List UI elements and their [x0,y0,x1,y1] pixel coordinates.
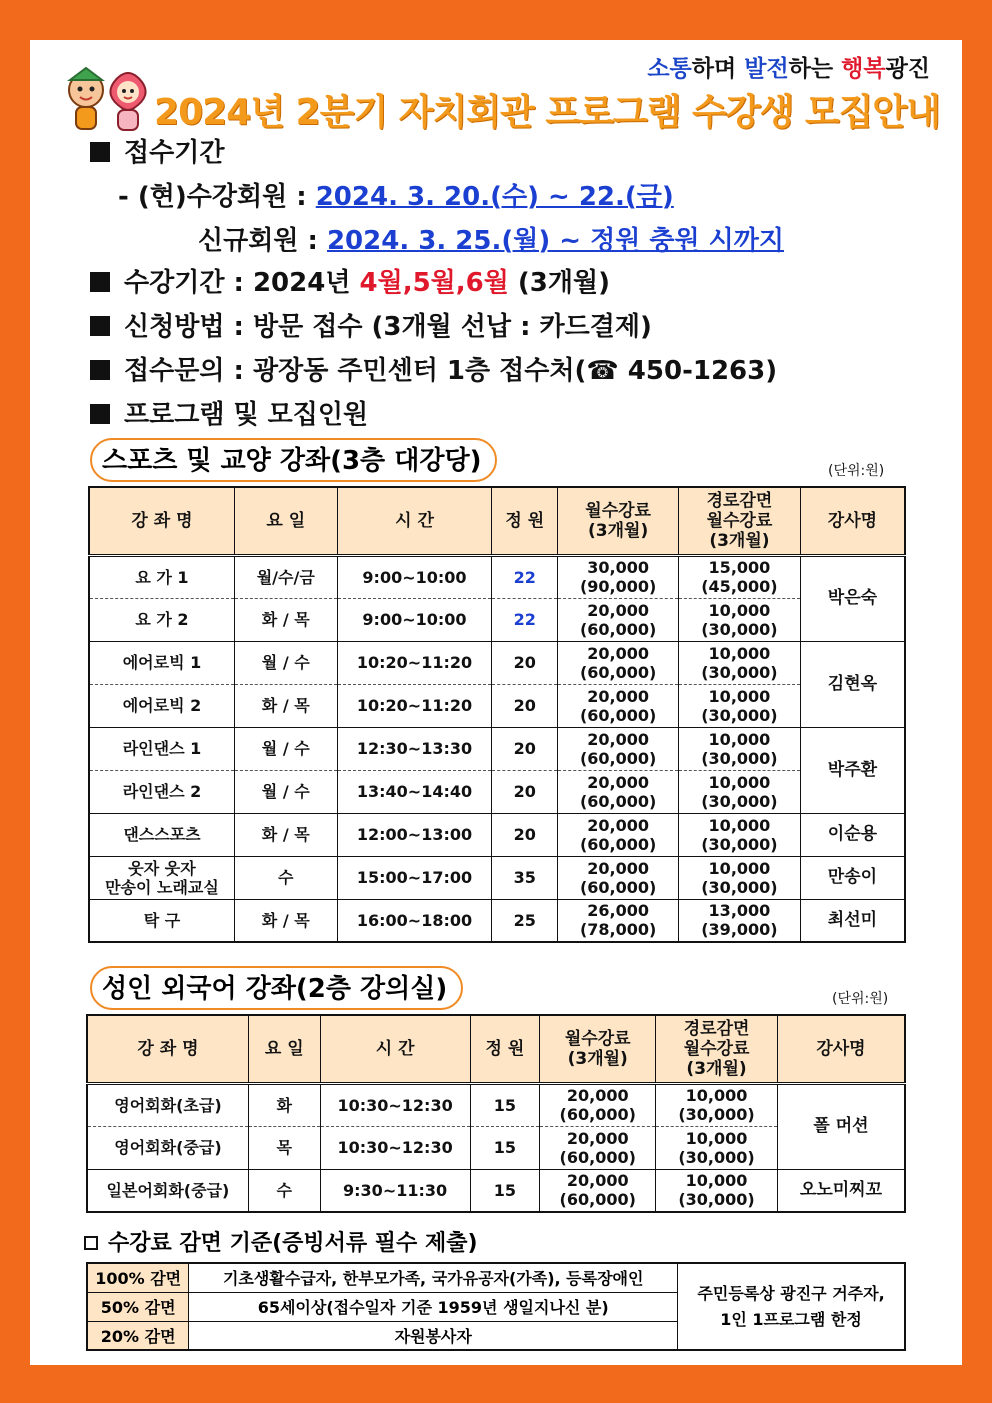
table-row [87,1169,905,1212]
discount-label: 100% 감면 [87,1263,189,1292]
course-fee: 20,000 (60,000) [558,856,679,899]
discount-desc: 65세이상(접수일자 기준 1959년 생일지나신 분) [189,1292,678,1321]
course-capacity: 15 [470,1169,540,1212]
course-senior-fee: 15,000 (45,000) [679,555,801,598]
new-member-date: 2024. 3. 25.(월) ~ 정원 충원 시까지 [326,226,785,256]
course-senior-fee: 10,000 (30,000) [679,727,801,770]
table-row [89,770,905,813]
course-time: 10:30~12:30 [320,1126,470,1169]
course-senior-fee: 10,000 (30,000) [679,813,801,856]
course-name: 요 가 1 [89,555,234,598]
course-capacity: 20 [492,813,558,856]
table-row [89,555,905,598]
column-header: 정 원 [470,1015,540,1083]
column-header: 요 일 [234,487,337,555]
column-header: 월수강료 (3개월) [558,487,679,555]
course-senior-fee: 13,000 (39,000) [679,899,801,942]
course-day: 월/수/금 [234,555,337,598]
current-member-date: 2024. 3. 20.(수) ~ 22.(금) [315,182,674,212]
language-program-table [86,1014,906,1213]
course-capacity: 15 [470,1126,540,1169]
discount-desc: 자원봉사자 [189,1321,678,1350]
course-day: 월 / 수 [234,641,337,684]
inquiry: 접수문의 : 광장동 주민센터 1층 접수처(☎ 450-1263) [90,350,777,387]
course-name: 에어로빅 2 [89,684,234,727]
course-capacity: 22 [492,555,558,598]
unit-label: (단위:원) [832,991,889,1007]
language-section-title: 성인 외국어 강좌(2층 강의실) [90,966,463,1010]
course-capacity: 20 [492,684,558,727]
course-name: 라인댄스 2 [89,770,234,813]
column-header: 경로감면 월수강료 (3개월) [656,1015,778,1083]
page-title: 2024년 2분기 자치회관 프로그램 수강생 모집안내 [154,92,940,133]
column-header: 시 간 [320,1015,470,1083]
column-header: 월수강료 (3개월) [540,1015,656,1083]
instructor-name: 오노미찌꼬 [777,1169,905,1212]
course-time: 16:00~18:00 [337,899,492,942]
column-header: 강 좌 명 [87,1015,248,1083]
column-header: 강사명 [777,1015,905,1083]
reception-heading: 접수기간 [90,132,224,169]
course-time: 10:20~11:20 [337,684,492,727]
course-capacity: 35 [492,856,558,899]
sports-section-title: 스포츠 및 교양 강좌(3층 대강당) [90,438,497,482]
course-time: 9:00~10:00 [337,598,492,641]
course-fee: 20,000 (60,000) [540,1169,656,1212]
instructor-name: 김현옥 [800,641,905,727]
course-time: 9:30~11:30 [320,1169,470,1212]
course-capacity: 20 [492,641,558,684]
reception-current: - (현)수강회원 : 2024. 3. 20.(수) ~ 22.(금) [118,182,674,212]
course-fee: 20,000 (60,000) [558,770,679,813]
course-senior-fee: 10,000 (30,000) [679,598,801,641]
course-day: 수 [248,1169,320,1212]
instructor-name: 폴 머션 [777,1083,905,1169]
course-fee: 20,000 (60,000) [558,684,679,727]
square-bullet-icon [90,272,110,292]
course-name: 요 가 2 [89,598,234,641]
table-row [89,684,905,727]
course-time: 9:00~10:00 [337,555,492,598]
course-day: 월 / 수 [234,770,337,813]
course-name: 라인댄스 1 [89,727,234,770]
course-fee: 26,000 (78,000) [558,899,679,942]
course-fee: 20,000 (60,000) [558,727,679,770]
column-header: 경로감면 월수강료 (3개월) [679,487,801,555]
course-fee: 20,000 (60,000) [540,1083,656,1126]
course-day: 수 [234,856,337,899]
table-row [89,727,905,770]
instructor-name: 이순용 [800,813,905,856]
course-day: 화 / 목 [234,598,337,641]
course-day: 화 [248,1083,320,1126]
table-row [87,1083,905,1126]
instructor-name: 최선미 [800,899,905,942]
instructor-name: 박주환 [800,727,905,813]
course-senior-fee: 10,000 (30,000) [679,684,801,727]
course-fee: 20,000 (60,000) [558,813,679,856]
course-name: 에어로빅 1 [89,641,234,684]
course-time: 13:40~14:40 [337,770,492,813]
course-senior-fee: 10,000 (30,000) [679,856,801,899]
course-name: 댄스스포츠 [89,813,234,856]
course-time: 10:20~11:20 [337,641,492,684]
course-fee: 20,000 (60,000) [540,1126,656,1169]
discount-desc: 기초생활수급자, 한부모가족, 국가유공자(가족), 등록장애인 [189,1263,678,1292]
course-senior-fee: 10,000 (30,000) [679,641,801,684]
table-row [89,856,905,899]
course-time: 15:00~17:00 [337,856,492,899]
course-day: 화 / 목 [234,684,337,727]
column-header: 시 간 [337,487,492,555]
course-name: 탁 구 [89,899,234,942]
course-capacity: 15 [470,1083,540,1126]
course-name: 영어회화(중급) [87,1126,248,1169]
course-capacity: 20 [492,770,558,813]
course-senior-fee: 10,000 (30,000) [656,1083,778,1126]
table-row [89,899,905,942]
course-capacity: 20 [492,727,558,770]
table-row [89,598,905,641]
programs-heading: 프로그램 및 모집인원 [90,394,368,431]
column-header: 정 원 [492,487,558,555]
square-bullet-icon [90,316,110,336]
course-fee: 20,000 (60,000) [558,598,679,641]
course-senior-fee: 10,000 (30,000) [656,1126,778,1169]
course-capacity: 25 [492,899,558,942]
course-senior-fee: 10,000 (30,000) [656,1169,778,1212]
square-bullet-icon [90,360,110,380]
discount-label: 20% 감면 [87,1321,189,1350]
square-bullet-icon [90,142,110,162]
course-time: 12:00~13:00 [337,813,492,856]
sports-program-table [88,486,906,943]
course-capacity: 22 [492,598,558,641]
course-day: 목 [248,1126,320,1169]
table-row [89,641,905,684]
course-name: 웃자 웃자 만송이 노래교실 [89,856,234,899]
reception-new: 신규회원 : 2024. 3. 25.(월) ~ 정원 충원 시까지 [198,226,785,256]
slogan: 소통하며 발전하는 행복광진 [647,56,930,82]
discount-label: 50% 감면 [87,1292,189,1321]
course-time: 10:30~12:30 [320,1083,470,1126]
discount-table [86,1262,906,1351]
course-day: 화 / 목 [234,899,337,942]
course-day: 화 / 목 [234,813,337,856]
course-fee: 30,000 (90,000) [558,555,679,598]
course-senior-fee: 10,000 (30,000) [679,770,801,813]
course-time: 12:30~13:30 [337,727,492,770]
column-header: 강 좌 명 [89,487,234,555]
course-period: 수강기간 : 2024년 4월,5월,6월 (3개월) [90,262,610,299]
unit-label: (단위:원) [828,463,885,479]
square-bullet-icon [90,404,110,424]
instructor-name: 박은숙 [800,555,905,641]
table-row [89,813,905,856]
checkbox-bullet-icon [84,1236,98,1250]
column-header: 강사명 [800,487,905,555]
course-name: 영어회화(초급) [87,1083,248,1126]
course-name: 일본어회화(중급) [87,1169,248,1212]
document-page [30,40,962,1365]
discount-heading: 수강료 감면 기준(증빙서류 필수 제출) [84,1226,478,1257]
application-method: 신청방법 : 방문 접수 (3개월 선납 : 카드결제) [90,306,652,343]
instructor-name: 만송이 [800,856,905,899]
course-fee: 20,000 (60,000) [558,641,679,684]
course-day: 월 / 수 [234,727,337,770]
discount-condition: 주민등록상 광진구 거주자, 1인 1프로그램 한정 [678,1263,905,1350]
column-header: 요 일 [248,1015,320,1083]
